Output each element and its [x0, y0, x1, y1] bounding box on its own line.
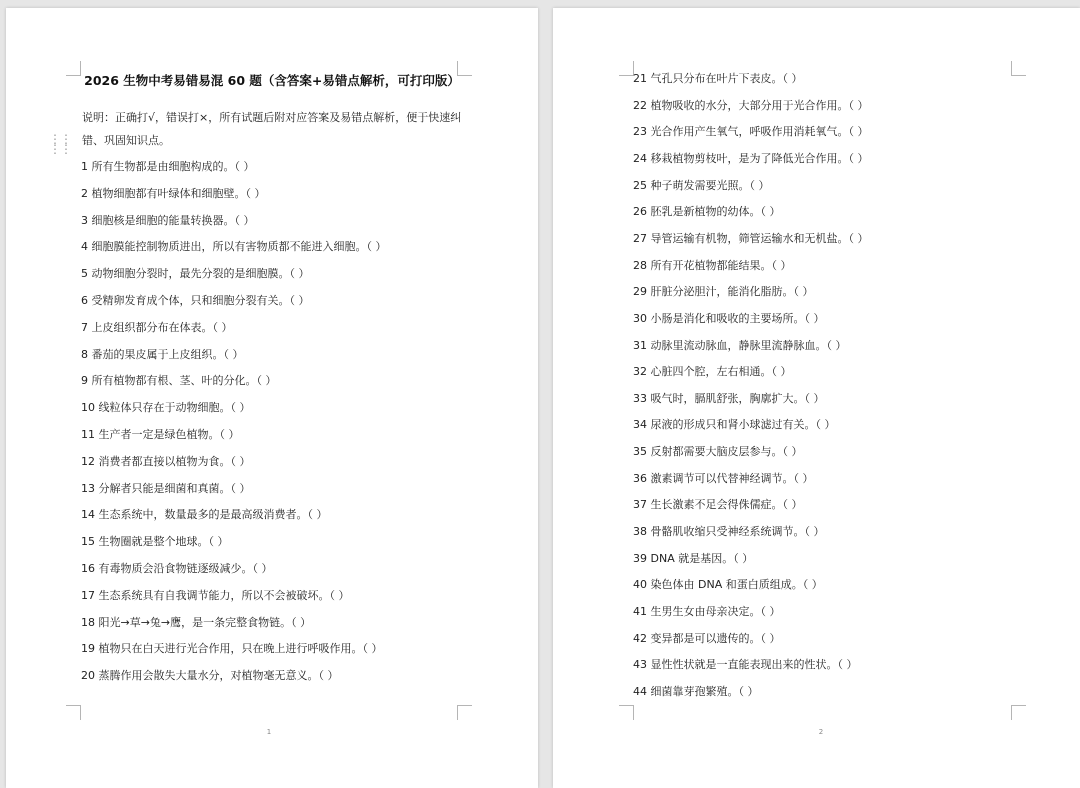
question-item: 15 生物圈就是整个地球。（ ）	[81, 535, 229, 549]
question-item: 10 线粒体只存在于动物细胞。（ ）	[81, 401, 251, 415]
question-item: 20 蒸腾作用会散失大量水分，对植物毫无意义。（ ）	[81, 669, 339, 683]
drag-handle-icon[interactable]: ⋮⋮ ⋮⋮	[49, 132, 71, 156]
question-item: 17 生态系统具有自我调节能力，所以不会被破坏。（ ）	[81, 588, 350, 602]
question-item: 39 DNA 就是基因。（ ）	[633, 551, 754, 565]
document-page-1	[6, 8, 538, 788]
question-item: 22 植物吸收的水分，大部分用于光合作用。（ ）	[633, 98, 869, 112]
question-item: 29 肝脏分泌胆汁，能消化脂肪。（ ）	[633, 285, 814, 299]
question-item: 5 动物细胞分裂时，最先分裂的是细胞膜。（ ）	[81, 267, 310, 281]
margin-corner-top-left	[619, 61, 634, 76]
question-item: 31 动脉里流动脉血，静脉里流静脉血。（ ）	[633, 338, 847, 352]
question-item: 42 变异都是可以遗传的。（ ）	[633, 631, 781, 645]
question-item: 28 所有开花植物都能结果。（ ）	[633, 258, 792, 272]
margin-corner-bottom-right	[1011, 705, 1026, 720]
question-item: 44 细菌靠芽孢繁殖。（ ）	[633, 684, 759, 698]
margin-corner-bottom-right	[457, 705, 472, 720]
question-item: 27 导管运输有机物，筛管运输水和无机盐。（ ）	[633, 231, 869, 245]
margin-corner-top-right	[1011, 61, 1026, 76]
question-item: 40 染色体由 DNA 和蛋白质组成。（ ）	[633, 578, 823, 592]
question-item: 9 所有植物都有根、茎、叶的分化。（ ）	[81, 374, 277, 388]
question-item: 34 尿液的形成只和肾小球滤过有关。（ ）	[633, 418, 836, 432]
document-title: 2026 生物中考易错易混 60 题（含答案+易错点解析，可打印版）	[84, 73, 460, 88]
question-item: 2 植物细胞都有叶绿体和细胞壁。（ ）	[81, 186, 266, 200]
question-item: 18 阳光→草→兔→鹰，是一条完整食物链。（ ）	[81, 615, 312, 629]
page-number: 1	[266, 728, 272, 736]
question-item: 11 生产者一定是绿色植物。（ ）	[81, 428, 240, 441]
question-item: 4 细胞膜能控制物质进出，所以有害物质都不能进入细胞。（ ）	[81, 240, 387, 254]
question-item: 35 反射都需要大脑皮层参与。（ ）	[633, 445, 803, 459]
question-item: 25 种子萌发需要光照。（ ）	[633, 178, 770, 192]
question-item: 12 消费者都直接以植物为食。（ ）	[81, 454, 251, 468]
question-item: 30 小肠是消化和吸收的主要场所。（ ）	[633, 311, 825, 325]
question-item: 6 受精卵发育成个体，只和细胞分裂有关。（ ）	[81, 294, 310, 307]
question-item: 3 细胞核是细胞的能量转换器。（ ）	[81, 213, 255, 227]
question-item: 19 植物只在白天进行光合作用，只在晚上进行呼吸作用。（ ）	[81, 642, 383, 656]
question-item: 37 生长激素不足会得侏儒症。（ ）	[633, 498, 803, 512]
question-item: 1 所有生物都是由细胞构成的。（ ）	[81, 160, 255, 173]
page-number: 2	[818, 728, 824, 736]
question-item: 8 番茄的果皮属于上皮组织。（ ）	[81, 347, 244, 361]
question-item: 7 上皮组织都分布在体表。（ ）	[81, 320, 233, 334]
question-item: 23 光合作用产生氧气，呼吸作用消耗氧气。（ ）	[633, 125, 869, 139]
question-item: 13 分解者只能是细菌和真菌。（ ）	[81, 481, 251, 495]
question-item: 16 有毒物质会沿食物链逐级减少。（ ）	[81, 562, 273, 575]
document-page-2	[553, 8, 1080, 788]
question-item: 24 移栽植物剪枝叶，是为了降低光合作用。（ ）	[633, 151, 869, 165]
question-item: 43 显性性状就是一直能表现出来的性状。（ ）	[633, 658, 858, 672]
question-item: 33 吸气时，膈肌舒张，胸廓扩大。（ ）	[633, 391, 825, 405]
margin-corner-bottom-left	[66, 705, 81, 720]
question-item: 26 胚乳是新植物的幼体。（ ）	[633, 205, 781, 219]
question-item: 38 骨骼肌收缩只受神经系统调节。（ ）	[633, 525, 825, 539]
question-item: 14 生态系统中，数量最多的是最高级消费者。（ ）	[81, 508, 328, 522]
question-item: 36 激素调节可以代替神经调节。（ ）	[633, 471, 814, 485]
question-item: 21 气孔只分布在叶片下表皮。（ ）	[633, 72, 803, 85]
question-item: 41 生男生女由母亲决定。（ ）	[633, 605, 781, 618]
document-description: 说明：正确打√，错误打×，所有试题后附对应答案及易错点解析，便于快速纠错、巩固知识点。	[82, 111, 462, 147]
question-item: 32 心脏四个腔，左右相通。（ ）	[633, 365, 792, 379]
margin-corner-bottom-left	[619, 705, 634, 720]
